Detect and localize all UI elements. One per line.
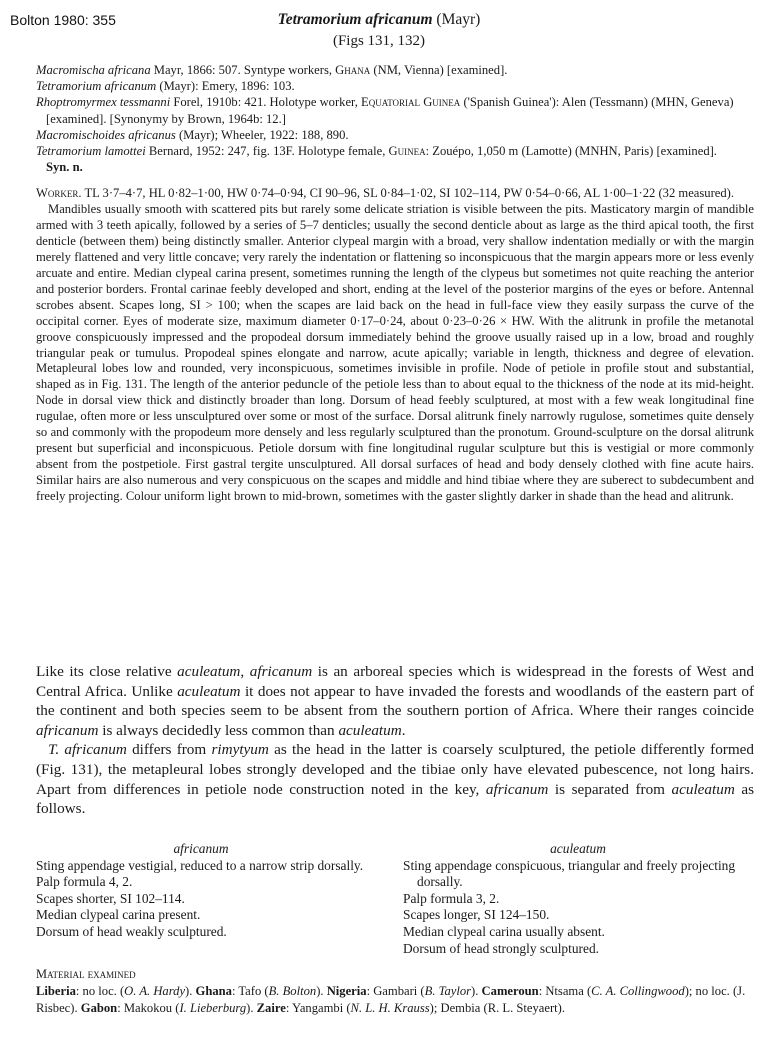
caste-label: Worker	[36, 186, 79, 200]
synonym-text: Forel, 1910b: 421. Holotype worker,	[170, 95, 362, 110]
locality-text: ).	[471, 984, 482, 999]
locality-text: ).	[316, 984, 327, 999]
locality-text: ); no loc. (J. Risbec).	[36, 984, 746, 1016]
morphology-paragraph: Mandibles usually smooth with scattered pits but rarely some delicate striation is visible between the pits. Masticatory margin of mandible armed with 3 teeth apically, followed by a series of 5–7 denticles; usually the second denticle about as large as the third apical tooth, the first denticle (between them) being distinctly smaller. Anterior clypeal margin with a broad, very shallow indentation medially or with the margin merely flattened and very little concave; very rarely the indentation or flattening so inconspicuous that the margin appears more or less evenly arcuate and entire. Median clypeal carina present, sometimes running the length of the clypeus but sometimes not quite reaching the anterior and posterior borders. Frontal carinae feebly developed and short, ending at the level of the posterior margins of the eyes or before. Antennal scrobes absent. Scapes long, SI > 100; when the scapes are laid back on the head in full-face view they easily surpass the curve of the occipital corner. Eyes of moderate size, maximum diameter 0·17–0·24, about 0·23–0·26 × HW. With the alitrunk in profile the metanotal groove conspicuously impressed and the propodeal dorsum immediately behind the groove usually raised up in a low, broad and roughly triangular peak or tumulus. Propodeal spines elongate and narrow, acute apically; variable in length, thickness and degree of elevation. Metapleural lobes low and rounded, very inconspicuous, sometimes invisible in profile. Node of petiole in profile stout and substantial, shaped as in Fig. 131. The length of the anterior peduncle of the petiole less than to about equal to the thickness of the node at its mid-height. Node in dorsal view thick and distinctly broader than long. Dorsum of head feebly sculptured, at most with a few weak longitudinal fine rugulae, often more or less unsculptured over some or most of the surface. Dorsal alitrunk finely narrowly rugulose, sometimes quite densely so and commonly with the propodeum more densely and less regularly sculptured than the pronotum. Ground-sculpture on the dorsal alitrunk present but superficial and inconspicuous. Petiole dorsum with fine longitudinal rugular sculpture but this is vestigial or more commonly absent from the postpetiole. First gastral tergite unsculptured. All dorsal surfaces of head and body densely clothed with fine acute hairs. Similar hairs are also numerous and very conspicuous on the scapes and middle and hind tibiae where they are suberect to subdecumbent and freely projecting. Colour uniform light brown to mid-brown, sometimes with the gaster slightly darker in shade than the head and alitrunk.	[36, 201, 754, 504]
locality-text: : Gambari (	[366, 984, 425, 999]
taxon-name: Macromischa africana	[36, 63, 151, 77]
synonym-entry	[36, 143, 736, 175]
taxon-name: Tetramorium africanum	[36, 79, 157, 94]
synonym-text: (Mayr); Wheeler, 1922: 188, 890.	[175, 127, 349, 142]
locality-text: : no loc. (	[75, 984, 125, 999]
country-name: Guinea	[388, 144, 426, 159]
country-name: Gabon	[80, 1001, 118, 1016]
character-row: Dorsum of head weakly sculptured.	[36, 923, 227, 939]
text-run: as follows.	[36, 780, 754, 818]
country-name: Zaire	[256, 1001, 286, 1016]
country-name: Ghana	[195, 984, 232, 999]
text-run: is always decidedly less common than	[98, 721, 339, 739]
character-row: Palp formula 3, 2.	[403, 890, 500, 906]
text-run: .	[401, 721, 406, 739]
locality-text: ).	[246, 1001, 257, 1016]
synonymy-list	[36, 62, 736, 175]
synonym-entry	[36, 94, 736, 126]
locality-text: : Makokou (	[117, 1001, 180, 1016]
species-title	[0, 11, 758, 29]
measurement-text: . TL 3·7–4·7, HL 0·82–1·00, HW 0·74–0·94, CI 90–96, SL 0·84–1·02, SI 102–114, PW 0·54–0·66, AL 1·00–1·22 (32 measured).	[78, 186, 735, 200]
discussion-paragraph-1	[36, 662, 754, 740]
taxon-name: Rhoptromyrmex tessmanni	[36, 95, 171, 110]
taxon-name: africanum	[485, 780, 549, 798]
synonym-text: : Zouépo, 1,050 m (Lamotte) (MNHN, Paris) [examined].	[425, 144, 717, 159]
taxon-name: rimytyum	[211, 741, 269, 759]
taxon-name: africanum	[36, 721, 99, 739]
character-row: Median clypeal carina usually absent.	[403, 923, 605, 939]
synonym-text: Mayr, 1866: 507. Syntype workers,	[150, 63, 336, 77]
synonym-text: (NM, Vienna) [examined].	[370, 63, 508, 77]
species-name: Tetramorium africanum	[277, 11, 433, 28]
synonym-text: Bernard, 1952: 247, fig. 13F. Holotype female,	[145, 144, 389, 159]
new-synonymy-tag: Syn. n.	[46, 160, 83, 175]
character-row: Sting appendage vestigial, reduced to a narrow strip dorsally.	[36, 857, 364, 873]
synonym-entry	[36, 127, 736, 143]
country-name: Cameroun	[481, 984, 539, 999]
taxon-name: Tetramorium lamottei	[36, 144, 146, 159]
locality-text: ).	[185, 984, 196, 999]
species-author: (Mayr)	[432, 11, 481, 28]
locality-text: : Ntsama (	[538, 984, 592, 999]
character-row: Palp formula 4, 2.	[36, 874, 133, 890]
figure-reference: (Figs 131, 132)	[332, 33, 426, 49]
country-name: Ghana	[335, 63, 371, 77]
taxon-name: aculeatum	[338, 721, 402, 739]
character-row: Dorsum of head strongly sculptured.	[403, 940, 599, 956]
collector-name: B. Bolton	[268, 984, 317, 999]
locality-text: ); Dembia (R. L. Steyaert).	[429, 1001, 565, 1016]
discussion	[36, 662, 754, 819]
taxon-name: aculeatum	[177, 663, 241, 680]
taxon-name: aculeatum	[671, 780, 735, 798]
collector-name: I. Lieberburg	[179, 1001, 247, 1016]
worker-measurements	[36, 186, 754, 202]
text-run: Like its close relative	[36, 663, 178, 680]
worker-description	[36, 186, 754, 505]
locality-text: : Yangambi (	[285, 1001, 351, 1016]
country-name: Nigeria	[326, 984, 367, 999]
taxon-name: aculeatum	[177, 682, 241, 700]
taxon-name: T. africanum	[48, 741, 127, 759]
discussion-paragraph-2	[36, 740, 754, 818]
text-run: as the head in the latter is coarsely sculptured, the petiole differently formed (Fig. 131), the metapleural lobes strongly developed and the tibiae only have elevated pubescence, not long hairs. Apart from differences in petiole node construction noted in the key,	[36, 741, 754, 798]
country-name: Equatorial Guinea	[361, 95, 461, 110]
comparison-column-africanum	[36, 841, 366, 941]
text-run: it does not appear to have invaded the forests and woodlands of the eastern part of the continent and both species seem to be absent from the southern portion of Africa. Where their ranges coincide	[36, 682, 754, 720]
synonym-text: (Mayr): Emery, 1896: 103.	[156, 79, 295, 94]
material-list	[36, 983, 754, 1017]
taxon-name: africanum	[249, 663, 313, 680]
locality-text: : Tafo (	[231, 984, 269, 999]
comparison-column-aculeatum	[403, 841, 753, 957]
character-row: Scapes longer, SI 124–150.	[403, 907, 550, 923]
collector-name: O. A. Hardy	[124, 984, 186, 999]
column-header: aculeatum	[550, 841, 606, 856]
taxon-name: Macromischoides africanus	[36, 127, 176, 142]
collector-name: B. Taylor	[424, 984, 472, 999]
text-run: ,	[240, 663, 250, 680]
character-row: Scapes shorter, SI 102–114.	[36, 890, 185, 906]
collector-name: N. L. H. Krauss	[350, 1001, 430, 1016]
character-row: Sting appendage conspicuous, triangular and freely projecting dorsally.	[403, 857, 736, 890]
character-row: Median clypeal carina present.	[36, 907, 201, 923]
source-citation: Bolton 1980: 355	[10, 12, 116, 28]
synonym-entry	[36, 62, 736, 78]
synonym-text: ('Spanish Guinea'): Alen (Tessmann) (MHN, Geneva) [examined]. [Synonymy by Brown, 1964b: 12.]	[46, 95, 734, 126]
column-header: africanum	[173, 841, 229, 856]
text-run: is an arboreal species which is widespread in the forests of West and Central Africa. Unlike	[36, 663, 755, 700]
material-heading: Material examined	[36, 967, 136, 981]
collector-name: C. A. Collingwood	[591, 984, 685, 999]
material-examined	[36, 966, 754, 1018]
text-run: is separated from	[548, 780, 672, 798]
country-name: Liberia	[36, 984, 76, 999]
text-run: differs from	[126, 741, 212, 759]
synonym-entry	[36, 78, 736, 94]
